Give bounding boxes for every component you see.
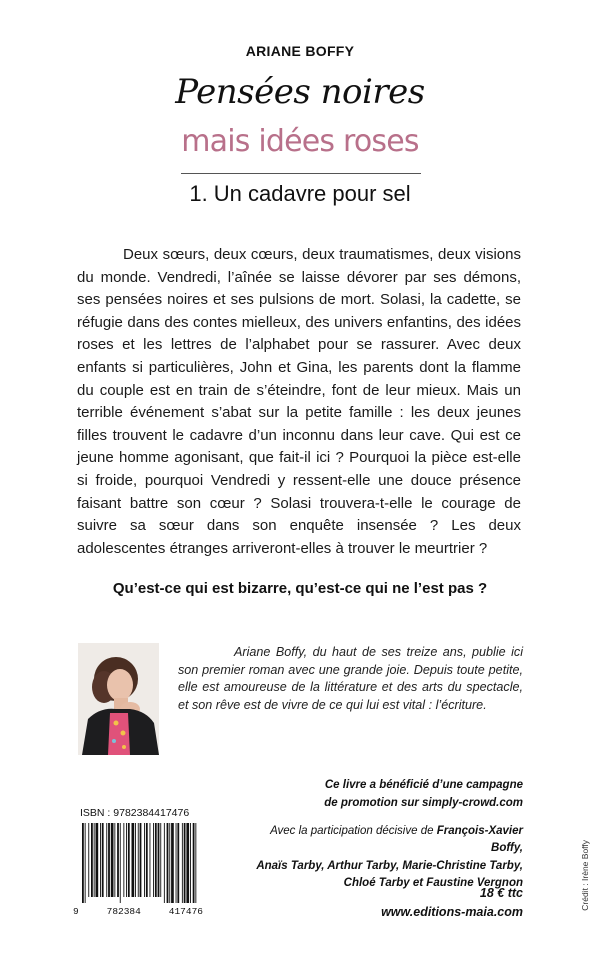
- isbn-label: ISBN : 9782384417476: [80, 807, 190, 819]
- tagline-question: Qu’est-ce qui est bizarre, qu’est-ce qui ne l’est pas ?: [112, 580, 488, 597]
- barcode-bar: [96, 823, 99, 897]
- barcode-bar: [140, 823, 142, 897]
- barcode-bar: [164, 823, 165, 903]
- barcode-bar: [150, 823, 151, 897]
- credits-line1: [238, 823, 523, 858]
- barcode-bar: [106, 823, 107, 897]
- promo-line1: Ce livre a bénéficié d’une campagne: [324, 779, 523, 791]
- author-bio: Ariane Boffy, du haut de ses treize ans, publie ici son premier roman avec une grande joie. Depuis toute petite, elle est amoureuse de la littérature et des arts du spectacle, et son rêve est de vivre de ce qui lui est vital : l’écriture.: [178, 645, 523, 712]
- barcode-bar: [144, 823, 145, 897]
- barcode-digits-left: 782384: [106, 906, 141, 917]
- barcode-digits-right: 417476: [168, 906, 203, 917]
- promo-line2: de promotion sur simply-crowd.com: [324, 797, 523, 809]
- barcode-bar: [135, 823, 136, 897]
- barcode: [80, 823, 199, 903]
- barcode-bar: [182, 823, 183, 903]
- barcode-bar: [128, 823, 130, 897]
- barcode-bar: [195, 823, 196, 903]
- barcode-bar: [114, 823, 115, 897]
- barcode-bar: [169, 823, 170, 903]
- barcode-bar: [108, 823, 110, 897]
- price: 18 € ttc: [479, 886, 523, 900]
- barcode-bar: [176, 823, 177, 903]
- author-photo: [78, 643, 159, 755]
- back-cover-blurb: Deux sœurs, deux cœurs, deux traumatismes, deux visions du monde. Vendredi, l’aînée se laisse dévorer par ses démons, ses pensées noires et ses pulsions de mort. Solasi, la cadette, se réfugie dans des contes mielleux, des univers enfantins, des idées roses et les lettres de l’alphabet pour se rassurer. Avec deux enfants si particulières, John et Gina, les parents dont la flamme du couple est en train de s’éteindre, font de leur mieux. Mais un terrible événement s’abat sur la petite famille : les deux jeunes filles trouvent le cadavre d’un inconnu dans leur cave. Qui est ce jeune homme agonisant, que fait-il ici ? Pourquoi la pièce est-elle si froide, pourquoi Vendredi y ressent-elle une douce présence faisant battre son cœur ? Solasi trouvera-t-elle le courage de suivre sa sœur dans son enquête insensée ? Les deux adolescentes étranges arriveront-elles à trouver le meurtrier ?: [77, 246, 521, 557]
- book-title-line1: Pensées noires: [175, 72, 425, 112]
- barcode-bar: [158, 823, 160, 897]
- barcode-digits: [73, 906, 203, 917]
- barcode-bar: [88, 823, 89, 897]
- barcode-bar: [171, 823, 174, 903]
- barcode-bar: [160, 823, 161, 897]
- credits-block: [238, 823, 523, 893]
- promo-notice: [270, 776, 523, 812]
- barcode-bar: [126, 823, 127, 897]
- barcode-bar: [155, 823, 157, 897]
- barcode-bar: [153, 823, 154, 897]
- credits-names2: Anaïs Tarby, Arthur Tarby, Marie-Christine Tarby,: [256, 859, 523, 872]
- barcode-bar: [111, 823, 114, 897]
- barcode-bar: [102, 823, 104, 897]
- publisher-website[interactable]: www.editions-maia.com: [381, 905, 523, 919]
- barcode-bar: [91, 823, 93, 897]
- barcode-bar: [132, 823, 135, 897]
- barcode-digit-lead: 9: [73, 906, 79, 917]
- photo-credit: Crédit : Irène Boffy: [580, 840, 590, 911]
- credits-line2: [238, 858, 523, 875]
- barcode-bar: [190, 823, 191, 903]
- barcode-bar: [123, 823, 124, 897]
- barcode-bar: [82, 823, 84, 903]
- barcode-bar: [120, 823, 121, 903]
- barcode-bar: [193, 823, 195, 903]
- barcode-bar: [184, 823, 186, 903]
- author-name: ARIANE BOFFY: [245, 43, 355, 59]
- title-divider: [181, 173, 421, 174]
- barcode-bar: [94, 823, 95, 897]
- barcode-bar: [146, 823, 148, 897]
- barcode-bar: [117, 823, 119, 897]
- barcode-bar: [186, 823, 189, 903]
- barcode-bar: [177, 823, 179, 903]
- credits-names1: François-Xavier Boffy,: [436, 825, 523, 855]
- barcode-bar: [85, 823, 86, 903]
- author-portrait-illustration: [78, 643, 159, 755]
- credits-intro: Avec la participation décisive de: [270, 825, 434, 837]
- book-title-line2: mais idées roses: [181, 124, 419, 159]
- credits-names3: Chloé Tarby et Faustine Vergnon: [343, 877, 523, 890]
- barcode-bar: [138, 823, 139, 897]
- barcode-bar: [167, 823, 169, 903]
- book-subtitle: 1. Un cadavre pour sel: [189, 181, 411, 206]
- barcode-bar: [100, 823, 101, 897]
